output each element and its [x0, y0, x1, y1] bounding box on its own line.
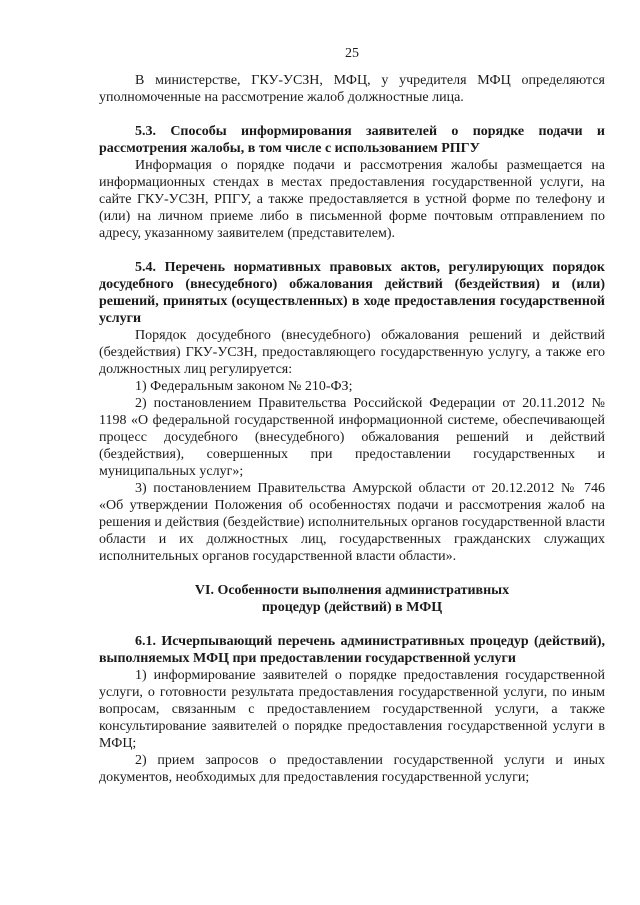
- document-page: [99, 0, 605, 905]
- list-item-1: 1) Федеральным законом № 210-ФЗ;: [135, 379, 353, 394]
- spacer: [99, 106, 605, 123]
- spacer: [99, 565, 605, 582]
- mfc-item-1: 1) информирование заявителей о порядке предоставления государственной услуги, о готовности результата предоставления государственной услуги, по иным вопросам, связанным с предоставлением государственной услуги, а также консультирование заявителей о порядке предоставления государственной услуги в МФЦ;: [99, 668, 605, 751]
- spacer: [99, 616, 605, 633]
- paragraph-5-3: Информация о порядке подачи и рассмотрения жалобы размещается на информационных стендах в местах предоставления государственной услуги, на сайте ГКУ-УСЗН, РПГУ, а также предоставляется в устной форме по телефону и (или) на личном приеме либо в письменной форме почтовым отправлением по адресу, указанному заявителем (представителем).: [99, 158, 605, 241]
- paragraph-5-4: Порядок досудебного (внесудебного) обжалования решений и действий (бездействия) ГКУ-УСЗН, предоставляющего государственную услугу, а также его должностных лиц регулируется:: [99, 328, 605, 377]
- mfc-item-2: 2) прием запросов о предоставлении государственной услуги и иных документов, необходимых для предоставления государственной услуги;: [99, 753, 605, 785]
- list-item-2: 2) постановлением Правительства Российской Федерации от 20.11.2012 № 1198 «О федеральной государственной информационной системе, обеспечивающей процесс досудебного (внесудебного) обжалования решений и действий (бездействия), совершенных при предоставлении государственных и муниципальных услуг»;: [99, 396, 605, 479]
- spacer: [99, 242, 605, 259]
- section-6-title-line-1: VI. Особенности выполнения административных: [194, 583, 510, 598]
- heading-5-4: 5.4. Перечень нормативных правовых актов, регулирующих порядок досудебного (внесудебного) обжалования действий (бездействия) и (или) решений, принятых (осуществленных) в ходе предоставления государственной услуги: [99, 260, 605, 326]
- list-item-3: 3) постановлением Правительства Амурской области от 20.12.2012 № 746 «Об утверждении Положения об особенностях подачи и рассмотрения жалоб на решения и действия (бездействие) исполнительных органов государственной власти области и их должностных лиц, государственных гражданских служащих исполнительных органов государственной власти области».: [99, 481, 605, 564]
- page-number: 25: [345, 46, 359, 61]
- heading-5-3: 5.3. Способы информирования заявителей о порядке подачи и рассмотрения жалобы, в том числе с использованием РПГУ: [99, 124, 605, 156]
- paragraph-officials: В министерстве, ГКУ-УСЗН, МФЦ, у учредителя МФЦ определяются уполномоченные на рассмотрение жалоб должностные лица.: [99, 73, 605, 105]
- page-content: [99, 72, 605, 786]
- section-6-title-line-2: процедур (действий) в МФЦ: [261, 600, 443, 615]
- heading-6-1: 6.1. Исчерпывающий перечень административных процедур (действий), выполняемых МФЦ при предоставлении государственной услуги: [99, 634, 605, 666]
